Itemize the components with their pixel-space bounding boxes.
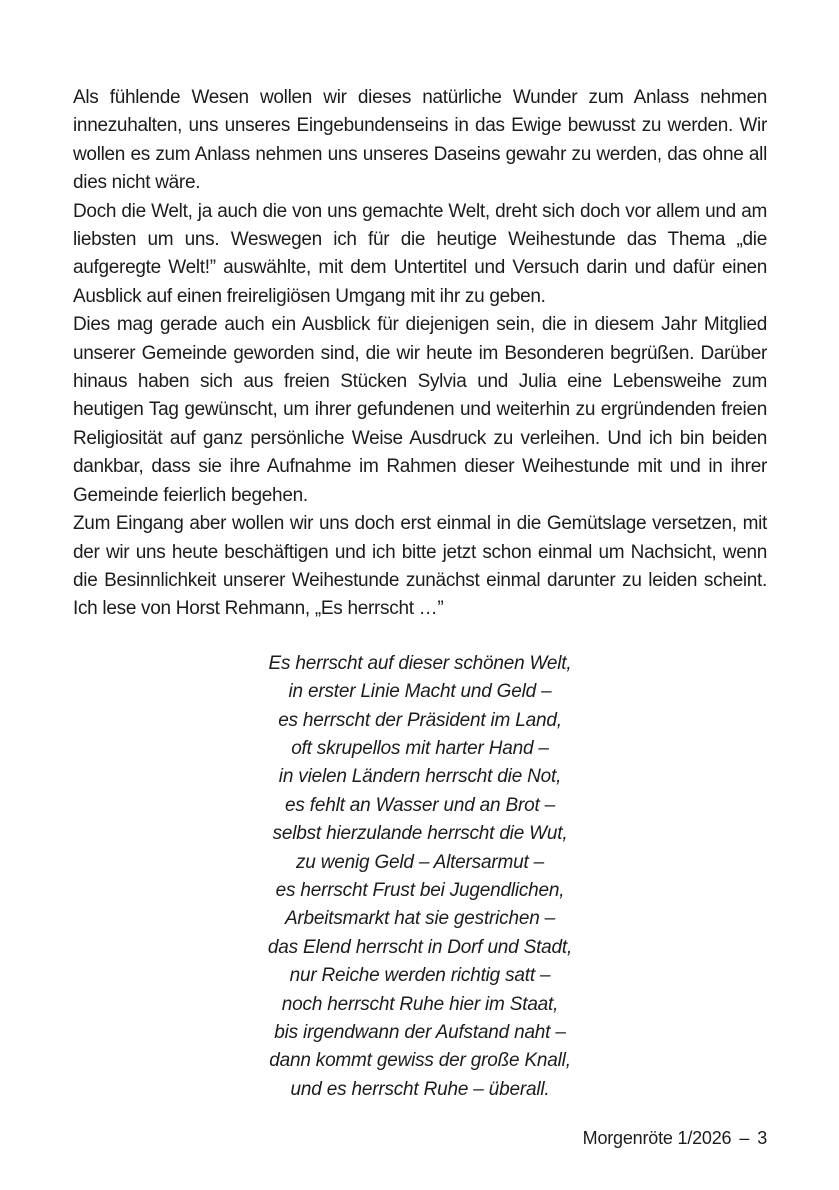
footer-separator: –	[739, 1128, 750, 1148]
poem-line: oft skrupellos mit harter Hand –	[291, 737, 549, 759]
poem-line: das Elend herrscht in Dorf und Stadt,	[267, 936, 573, 958]
page-content	[73, 84, 767, 1104]
poem-line: es herrscht der Präsident im Land,	[278, 709, 562, 731]
page-footer	[583, 1128, 767, 1149]
poem-line: es herrscht Frust bei Jugendlichen,	[275, 879, 565, 901]
poem-line: und es herrscht Ruhe – überall.	[290, 1078, 550, 1100]
body-paragraph: Dies mag gerade auch ein Ausblick für diejenigen sein, die in diesem Jahr Mitglied unserer Gemeinde geworden sind, die wir heute im Besonderen begrüßen. Darüber hinaus haben sich aus freien Stücken Sylvia und Julia eine Lebensweihe zum heutigen Tag gewünscht, um ihrer gefundenen und weiterhin zu ergründenden freien Religiosität auf ganz persönliche Weise Ausdruck zu verleihen. Und ich bin beiden dankbar, dass sie ihre Aufnahme im Rahmen dieser Weihestunde mit und in ihrer Gemeinde feierlich begehen.	[73, 314, 767, 506]
poem-line: Arbeitsmarkt hat sie gestrichen –	[284, 908, 556, 930]
poem-line: in erster Linie Macht und Geld –	[288, 681, 552, 703]
poem-line: bis irgendwann der Aufstand naht –	[274, 1022, 566, 1043]
poem-line: noch herrscht Ruhe hier im Staat,	[281, 993, 559, 1015]
poem-line: in vielen Ländern herrscht die Not,	[278, 766, 562, 788]
poem-line: es fehlt an Wasser und an Brot –	[285, 794, 555, 816]
poem-line: zu wenig Geld – Altersarmut –	[295, 851, 544, 873]
body-paragraph: Doch die Welt, ja auch die von uns gemachte Welt, dreht sich doch vor allem und am liebsten um uns. Weswegen ich für die heutige Weihestunde das Thema „die aufgeregte Welt!” auswählte, mit dem Untertitel und Versuch darin und dafür einen Ausblick auf einen freireligiösen Umgang mit ihr zu geben.	[73, 200, 767, 307]
body-paragraph: Zum Eingang aber wollen wir uns doch erst einmal in die Gemütslage versetzen, mit der wir uns heute beschäftigen und ich bitte jetzt schon einmal um Nachsicht, wenn die Besinnlichkeit unserer Weihestunde zunächst einmal darunter zu leiden scheint. Ich lese von Horst Rehmann, „Es herrscht …”	[73, 513, 767, 620]
journal-title: Morgenröte 1/2026	[582, 1128, 732, 1148]
body-paragraph: Als fühlende Wesen wollen wir dieses natürliche Wunder zum Anlass nehmen innezuhalten, uns unseres Eingebundenseins in das Ewige bewusst zu werden. Wir wollen es zum Anlass nehmen uns unseres Daseins gewahr zu werden, das ohne all dies nicht wäre.	[73, 87, 767, 194]
body-text	[73, 84, 767, 624]
poem	[73, 650, 767, 1105]
page-number: 3	[757, 1128, 767, 1148]
poem-line: selbst hierzulande herrscht die Wut,	[272, 823, 568, 845]
poem-line: Es herrscht auf dieser schönen Welt,	[268, 652, 572, 674]
poem-line: nur Reiche werden richtig satt –	[289, 965, 551, 987]
poem-line: dann kommt gewiss der große Knall,	[269, 1050, 571, 1072]
